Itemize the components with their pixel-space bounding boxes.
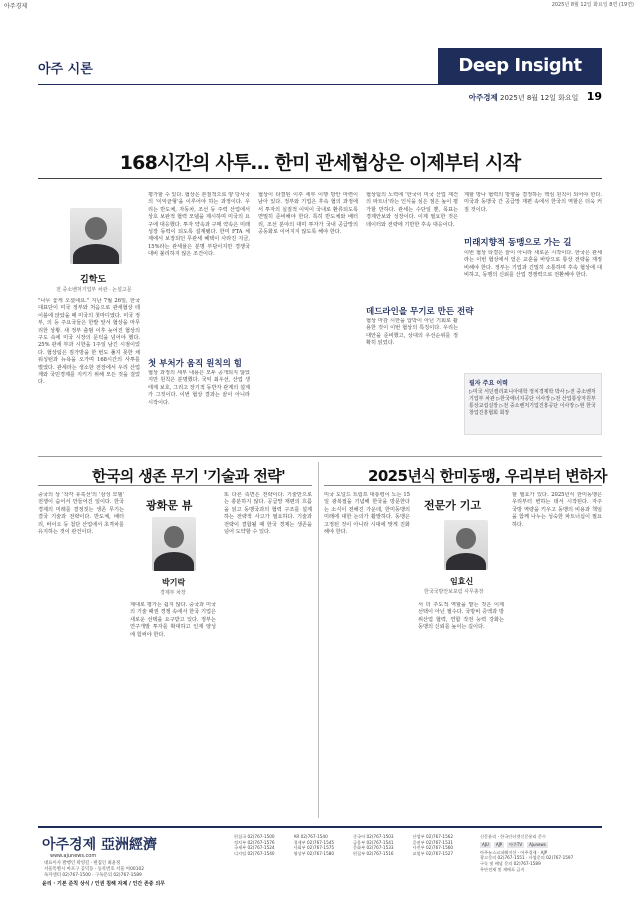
sub-brand-logo: AJU xyxy=(482,841,489,847)
footer-right-line: 구독 및 배달 문의 02)767-1589 xyxy=(480,861,541,867)
footer-logo: 아주경제 亞洲經濟 xyxy=(42,837,157,853)
deep-insight-banner: Deep Insight xyxy=(438,48,602,84)
footer-right-line: 광고문의 02)767-1551 · 사업문의 02)767-1597 xyxy=(480,855,574,861)
contact-cell: 중국어 02)767-1503 xyxy=(353,834,394,839)
contact-row xyxy=(234,851,472,857)
contact-cell: 영상부 02)767-1580 xyxy=(293,850,335,856)
right-headline-rule xyxy=(324,485,602,486)
top-strip xyxy=(0,0,640,10)
left-col-1 xyxy=(38,492,124,818)
contact-cell: 정치부 02)767-1576 xyxy=(234,839,275,845)
footer-ethics-notice: 윤리 · 기본 준칙 상식 / 인권 침해 자제 / 인간 존중 의무 xyxy=(42,881,166,887)
header-info xyxy=(469,90,602,103)
footer-right-line: 신문윤리 · 한국인터넷신문윤리 준수 xyxy=(480,834,547,839)
author-bio-body: ▷미국 서던캘리포니아대학 정치경제학 박사 ▷전 중소벤처기업부 차관 ▷한국에너지공단 이사장 ▷전 산업통상자원부 통상교섭실장 ▷전 중소벤처기업진흥공단 이사장 ▷현 한국창업진흥협회 회장 xyxy=(469,389,596,416)
main-subhead-3: 미래지향적 동맹으로 가는 길 xyxy=(464,238,572,248)
column-divider xyxy=(318,462,319,818)
right-headline: 2025년식 한미동맹, 우리부터 변하자 xyxy=(368,467,607,485)
main-col-5b xyxy=(464,250,602,368)
left-headline-rule xyxy=(38,485,312,486)
right-kicker: 전문가 기고 xyxy=(424,499,481,512)
footer-line: 서울특별시 마포구 공덕동 · 등록번호 서울 아00102 xyxy=(44,867,145,872)
footer-line: 대표이사 발행인 곽영길 · 편집인 최윤정 xyxy=(44,861,121,866)
sub-brand-logo: 아주TV xyxy=(509,841,523,847)
contact-cell: 편집부 02)767-1516 xyxy=(353,850,394,856)
author-title: 전 중소벤처기업부 차관 · 논설고문 xyxy=(56,287,132,293)
left-col-3-text: 또 다른 측면은 전략이다. 기술만으로는 충분하지 않다. 공급망 재편의 흐름을 읽고 동맹국과의 협력 구조를 설계하는 전략적 사고가 필요하다. 기술과 전략이 결합될 때 한국 경제는 생존을 넘어 도약할 수 있다. xyxy=(224,492,312,536)
left-col-2 xyxy=(130,602,216,818)
main-col-1-text: "나무 놓게 오셨네요." 지난 7월 26일, 한국 대표단이 미국 정부와 처음으로 관세협상 테이블에 앉았을 때 미국의 첫마디였다. 미국 정부, 의 등 주요국들은 한발 앞서 협상을 마무리한 상황. 새 정부 출범 이후 늦어진 협상의 구도 속에 미국 시장의 문턱을 넘어야 했다. 25% 관세 부과 시한을 1주일 남긴 시점이었다. 협상팀은 짐가방을 한 번도 풀지 못한 채 워싱턴과 뉴욕을 오가며 168시간의 사투를 벌였다. 관세라는 생소한 전장에서 우리 산업계와 국민경제를 지키기 위해 모든 것을 걸었다. xyxy=(38,298,140,386)
main-col-5-text: 계할 방나 협력의 방향을 결정하는 핵심 원칙이 되어야 한다. 미국과 동맹국 간 공급망 재편 속에서 한국의 역할은 더욱 커질 것이다. xyxy=(464,192,602,213)
right-author-title: 한국국방안보포럼 사무총장 xyxy=(424,589,484,595)
header-rule xyxy=(38,84,602,85)
author-name: 김학도 xyxy=(80,275,107,285)
main-col-3-text: 협상이 타결된 이후 세부 이행 방안 마련이 남아 있다. 정부와 기업은 후속 협의 과정에서 투자의 실질적 이익이 국내로 환류되도록 면밀히 준비해야 한다. 특히 반도체와 배터리, 조선 분야의 대미 투자가 국내 공급망의 공동화로 이어지지 않도록 해야 한다. xyxy=(258,192,358,236)
page-header xyxy=(0,48,640,110)
main-subhead-2: 데드라인을 무기로 만든 전략 xyxy=(366,307,474,317)
left-author-title: 경제부 차장 xyxy=(160,590,186,596)
footer-contact-grid xyxy=(234,834,472,882)
right-col-2-text: 서 더 주도적 역할을 맡는 것은 이제 선택이 아닌 필수다. 국방비 증액과 방위산업 협력, 연합 작전 능력 강화는 동맹의 신뢰를 높이는 길이다. xyxy=(418,602,504,631)
right-col-1 xyxy=(324,492,410,818)
main-col-1 xyxy=(38,298,140,458)
contact-cell: 증권부 02)767-1531 xyxy=(412,839,454,845)
main-col-2b xyxy=(148,370,250,458)
main-headline: 168시간의 사투… 한미 관세협상은 이제부터 시작 xyxy=(119,152,521,174)
page-footer xyxy=(38,826,602,886)
author-bio-title: 필자 주요 이력 xyxy=(469,380,508,387)
contact-cell: 산업부 02)767-1562 xyxy=(412,834,454,839)
main-subhead-1: 첫 부처가 움직 원칙의 힘 xyxy=(148,359,242,369)
right-col-1-text: 미국 도널드 트럼프 대통령이 노는 15일 광복절을 기념해 한국을 방문한다는 소식이 전해진 가운데, 한미동맹의 미래에 대한 논의가 활발하다. 동맹은 고정된 것이 아니라 시대에 맞게 진화해야 한다. xyxy=(324,492,410,536)
page-number: 19 xyxy=(586,90,602,103)
main-col-4-text: 협상팀의 노력에 '한국이 미국 산업 재건의 파트너'라는 인식을 심은 점은 높이 평가할 만하다. 관세는 수단일 뿐, 목표는 경제안보와 성장이다. 이제 필요한 것은 데이터와 전략에 기반한 후속 대응이다. xyxy=(366,192,458,228)
sub-brand-logo: AJP xyxy=(495,841,503,847)
section-divider xyxy=(38,456,602,457)
footer-right-line: 아주뉴스코퍼레이션 · 아주경제 · AJP xyxy=(480,849,548,855)
right-author-photo xyxy=(444,520,488,570)
sub-brand-logo: Ajunews xyxy=(529,841,546,847)
main-col-4b-text: 협상 마감 시한을 압박이 아닌 기회로 활용한 것이 이번 협상의 특징이다. 우리는 대안을 준비했고, 상대의 우선순위를 정확히 읽었다. xyxy=(366,318,458,347)
main-col-4b xyxy=(366,318,458,458)
left-col-1-text: 중국의 상 '착각 유혹선'의 '삼성 모델' 전쟁이 숨어서 만들어진 일이다. 한국 경제의 미래를 결정짓는 생존 무기는 결국 기술과 전략이다. 반도체, 배터리, 바이오 등 첨단 산업에서 초격차를 유지하는 것이 관건이다. xyxy=(38,492,124,536)
contact-cell: 교열부 02)767-1527 xyxy=(412,850,454,856)
main-col-4 xyxy=(366,192,458,300)
paper-name: 아주경제 xyxy=(4,3,28,10)
contact-cell: 사회부 02)767-1575 xyxy=(293,845,335,851)
footer-publisher-info xyxy=(44,861,224,879)
headline-rule xyxy=(38,178,602,179)
contact-cell: 사진부 02)767-1560 xyxy=(412,845,454,851)
contact-cell: AR 02)767-1540 xyxy=(293,834,328,839)
main-col-5b-text: 이번 협상 타결은 끝이 아니라 새로운 시작이다. 한국은 관세라는 이번 협상에서 얻은 교훈을 바탕으로 통상 전략을 재정비해야 한다. 정부는 기업과 긴밀히 소통하며 후속 협상에 대비하고, 동맹의 신뢰를 산업 경쟁력으로 전환해야 한다. xyxy=(464,250,602,279)
main-col-2 xyxy=(148,192,250,352)
author-bio-box xyxy=(464,373,602,435)
contact-cell: 문화부 02)767-1533 xyxy=(353,845,394,851)
author-photo xyxy=(70,208,122,264)
contact-cell: 디지털 02)767-1540 xyxy=(234,850,275,856)
left-headline: 한국의 생존 무기 '기술과 전략' xyxy=(92,467,286,485)
section-title: 아주 시론 xyxy=(38,62,93,77)
footer-logo-strip xyxy=(480,842,602,848)
brand-name: 아주경제 xyxy=(468,93,498,102)
right-col-3 xyxy=(512,492,602,818)
main-col-5 xyxy=(464,192,602,232)
main-col-2-text: 평가할 수 있다. 협상은 본질적으로 양 당사국의 '이익균형'을 이루어야 하는 과정이다. 우리는 반도체, 자동차, 조선 등 주력 산업에서 상호 보완적 협력 모델을 제시하며 미국의 요구에 대응했다. 투자 약속과 구매 약속은 미래 성장 동력이 되도록 설계됐다. 한미 FTA 체제에서 보장되던 무관세 혜택이 사라진 지금, 15%라는 관세율은 분명 부담이지만 경쟁국 대비 불리하지 않은 조건이다. xyxy=(148,192,250,258)
left-author-name: 박기락 xyxy=(162,578,186,587)
left-kicker: 광화문 뷰 xyxy=(146,499,193,512)
contact-cell: 국제부 02)767-1524 xyxy=(234,845,275,851)
left-col-3 xyxy=(224,492,312,818)
contact-cell: 금융부 02)767-1541 xyxy=(353,839,394,845)
footer-right-line: 무단전재 및 재배포 금지 xyxy=(480,866,525,872)
left-col-2-text: 제대로 평가는 쉽지 않다. 중국과 미국의 기술 패권 경쟁 속에서 한국 기업은 새로운 선택을 요구받고 있다. 정부는 연구개발 투자를 확대하고 인재 양성에 힘써야 한다. xyxy=(130,602,216,638)
contact-cell: 경제부 02)767-1545 xyxy=(293,839,335,845)
main-col-2b-text: 협상 과정의 세부 내용은 모두 공개되지 않았지만 원칙은 분명했다. 국익 최우선, 산업 생태계 보호, 그리고 장기적 동반자 관계의 설계가 그것이다. 이번 협상 결과는 끝이 아니라 시작이다. xyxy=(148,370,250,406)
right-col-2 xyxy=(418,602,504,818)
right-author-name: 임효신 xyxy=(450,577,474,586)
contact-cell: 편집국 02)767-1500 xyxy=(234,834,275,839)
left-author-photo xyxy=(152,517,196,571)
footer-line: 독자센터 02)767-1500 · 구독문의 02)767-1589 xyxy=(44,873,142,878)
footer-url[interactable]: www.ajunews.com xyxy=(50,853,97,859)
right-col-3-text: 할 필요가 있다. 2025년식 한미동맹은 우리부터 변하는 데서 시작된다. 자주 국방 역량을 키우고 동맹의 비용과 책임을 함께 나누는 성숙한 파트너십이 필요하다. xyxy=(512,492,602,528)
main-col-3 xyxy=(258,192,358,458)
footer-right-info xyxy=(480,834,602,873)
edition-date: 2025년 8월 12일 화요일 8면 (19면) xyxy=(551,2,634,8)
issue-date: 2025년 8월 12일 화요일 xyxy=(500,94,579,102)
